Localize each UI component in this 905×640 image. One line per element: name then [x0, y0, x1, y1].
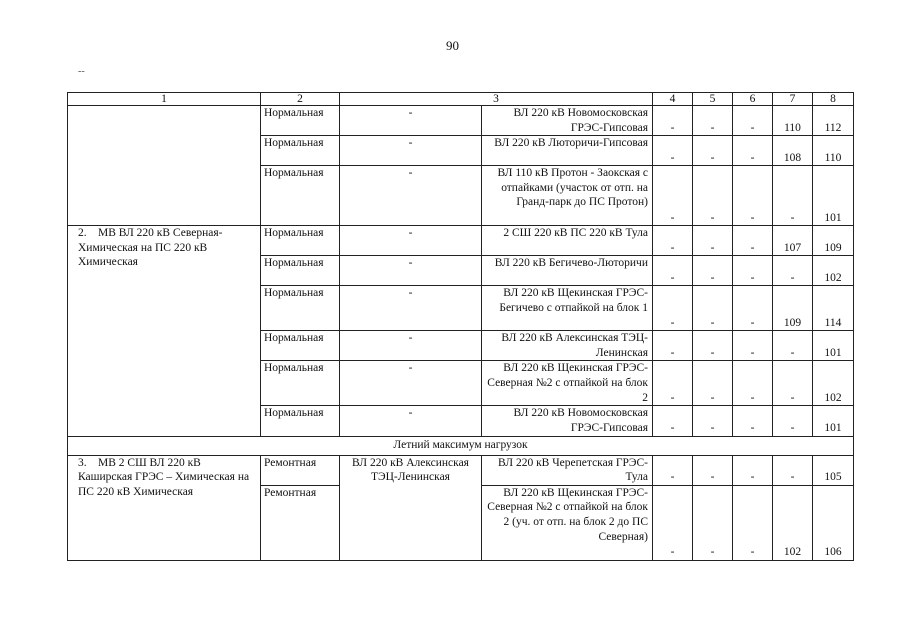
value-cell: -: [773, 331, 813, 361]
value-cell: 108: [773, 136, 813, 166]
value-cell: 101: [813, 406, 854, 436]
regime-cell: Нормальная: [261, 361, 340, 406]
value-cell: -: [693, 166, 733, 226]
header-row: [68, 93, 854, 106]
line-cell: ВЛ 220 кВ Щекинская ГРЭС-Бегичево с отпайкой на блок 1: [482, 286, 653, 331]
value-cell: -: [773, 361, 813, 406]
regime-cell: Ремонтная: [261, 455, 340, 485]
value-cell: -: [653, 226, 693, 256]
value-cell: -: [733, 455, 773, 485]
regime-cell: Нормальная: [261, 166, 340, 226]
value-cell: 102: [813, 256, 854, 286]
line-cell: ВЛ 220 кВ Бегичево-Люторичи: [482, 256, 653, 286]
value-cell: 102: [813, 361, 854, 406]
value-cell: -: [653, 331, 693, 361]
line-cell: ВЛ 220 кВ Алексинская ТЭЦ-Ленинская: [482, 331, 653, 361]
group-cell: [68, 226, 261, 436]
line-cell: ВЛ 220 кВ Щекинская ГРЭС-Северная №2 с отпайкой на блок 2 (уч. от отп. на блок 2 до ПС Северная): [482, 485, 653, 560]
line-cell: ВЛ 220 кВ Щекинская ГРЭС-Северная №2 с отпайкой на блок 2: [482, 361, 653, 406]
header-col-3: 3: [340, 93, 653, 106]
page-number: 90: [446, 38, 459, 53]
value-cell: -: [733, 286, 773, 331]
value-cell: -: [653, 286, 693, 331]
value-cell: 101: [813, 331, 854, 361]
repair-cell: -: [340, 361, 482, 406]
value-cell: -: [773, 406, 813, 436]
repair-cell: -: [340, 286, 482, 331]
table-row: [68, 455, 854, 485]
group-name: МВ ВЛ 220 кВ Северная-Химическая на ПС 220 кВ Химическая: [78, 227, 223, 269]
value-cell: 107: [773, 226, 813, 256]
value-cell: -: [693, 361, 733, 406]
value-cell: -: [733, 361, 773, 406]
value-cell: -: [653, 406, 693, 436]
repair-cell: -: [340, 331, 482, 361]
repair-cell: -: [340, 166, 482, 226]
regime-cell: Нормальная: [261, 256, 340, 286]
header-col-8: 8: [813, 93, 854, 106]
header-col-1: 1: [68, 93, 261, 106]
line-cell: ВЛ 220 кВ Новомосковская ГРЭС-Гипсовая: [482, 106, 653, 136]
regime-cell: Нормальная: [261, 106, 340, 136]
value-cell: 105: [813, 455, 854, 485]
repair-cell: -: [340, 106, 482, 136]
value-cell: -: [653, 455, 693, 485]
repair-cell: -: [340, 256, 482, 286]
value-cell: -: [693, 485, 733, 560]
value-cell: 110: [773, 106, 813, 136]
value-cell: -: [733, 106, 773, 136]
value-cell: -: [693, 226, 733, 256]
repair-cell: -: [340, 136, 482, 166]
value-cell: -: [773, 166, 813, 226]
value-cell: 110: [813, 136, 854, 166]
group-number: 3.: [78, 456, 87, 469]
regime-cell: Нормальная: [261, 226, 340, 256]
group-name: МВ 2 СШ ВЛ 220 кВ Каширская ГРЭС – Химическая на ПС 220 кВ Химическая: [78, 456, 250, 498]
value-cell: -: [653, 361, 693, 406]
value-cell: -: [733, 136, 773, 166]
data-table: [67, 92, 854, 561]
value-cell: -: [733, 226, 773, 256]
line-cell: ВЛ 110 кВ Протон - Заокская с отпайками (участок от отп. на Гранд-парк до ПС Протон): [482, 166, 653, 226]
value-cell: -: [733, 406, 773, 436]
header-col-7: 7: [773, 93, 813, 106]
repair-cell: ВЛ 220 кВ Алексинская ТЭЦ-Ленинская: [340, 455, 482, 560]
value-cell: -: [693, 106, 733, 136]
value-cell: -: [693, 136, 733, 166]
regime-cell: Нормальная: [261, 136, 340, 166]
value-cell: -: [733, 485, 773, 560]
value-cell: -: [693, 256, 733, 286]
value-cell: -: [773, 455, 813, 485]
line-cell: ВЛ 220 кВ Черепетская ГРЭС-Тула: [482, 455, 653, 485]
value-cell: -: [733, 331, 773, 361]
header-col-6: 6: [733, 93, 773, 106]
regime-cell: Нормальная: [261, 331, 340, 361]
table-row: [68, 106, 854, 136]
section-row: [68, 436, 854, 455]
line-cell: ВЛ 220 кВ Люторичи-Гипсовая: [482, 136, 653, 166]
value-cell: -: [693, 455, 733, 485]
value-cell: 112: [813, 106, 854, 136]
value-cell: 109: [813, 226, 854, 256]
value-cell: -: [693, 406, 733, 436]
group-number: 2.: [78, 227, 87, 240]
value-cell: -: [733, 256, 773, 286]
header-col-5: 5: [693, 93, 733, 106]
value-cell: 101: [813, 166, 854, 226]
regime-cell: Нормальная: [261, 406, 340, 436]
group-cell: [68, 106, 261, 226]
header-col-4: 4: [653, 93, 693, 106]
value-cell: 109: [773, 286, 813, 331]
value-cell: -: [653, 256, 693, 286]
value-cell: 106: [813, 485, 854, 560]
value-cell: -: [653, 485, 693, 560]
section-title: Летний максимум нагрузок: [68, 436, 854, 455]
value-cell: 114: [813, 286, 854, 331]
regime-cell: Ремонтная: [261, 485, 340, 560]
line-cell: 2 СШ 220 кВ ПС 220 кВ Тула: [482, 226, 653, 256]
line-cell: ВЛ 220 кВ Новомосковская ГРЭС-Гипсовая: [482, 406, 653, 436]
regime-cell: Нормальная: [261, 286, 340, 331]
value-cell: -: [693, 331, 733, 361]
value-cell: -: [653, 136, 693, 166]
value-cell: 102: [773, 485, 813, 560]
group-cell: [68, 455, 261, 560]
value-cell: -: [733, 166, 773, 226]
value-cell: -: [653, 166, 693, 226]
header-col-2: 2: [261, 93, 340, 106]
table-row: [68, 226, 854, 256]
repair-cell: -: [340, 406, 482, 436]
repair-cell: -: [340, 226, 482, 256]
value-cell: -: [773, 256, 813, 286]
value-cell: -: [653, 106, 693, 136]
margin-mark: --: [78, 66, 85, 77]
value-cell: -: [693, 286, 733, 331]
